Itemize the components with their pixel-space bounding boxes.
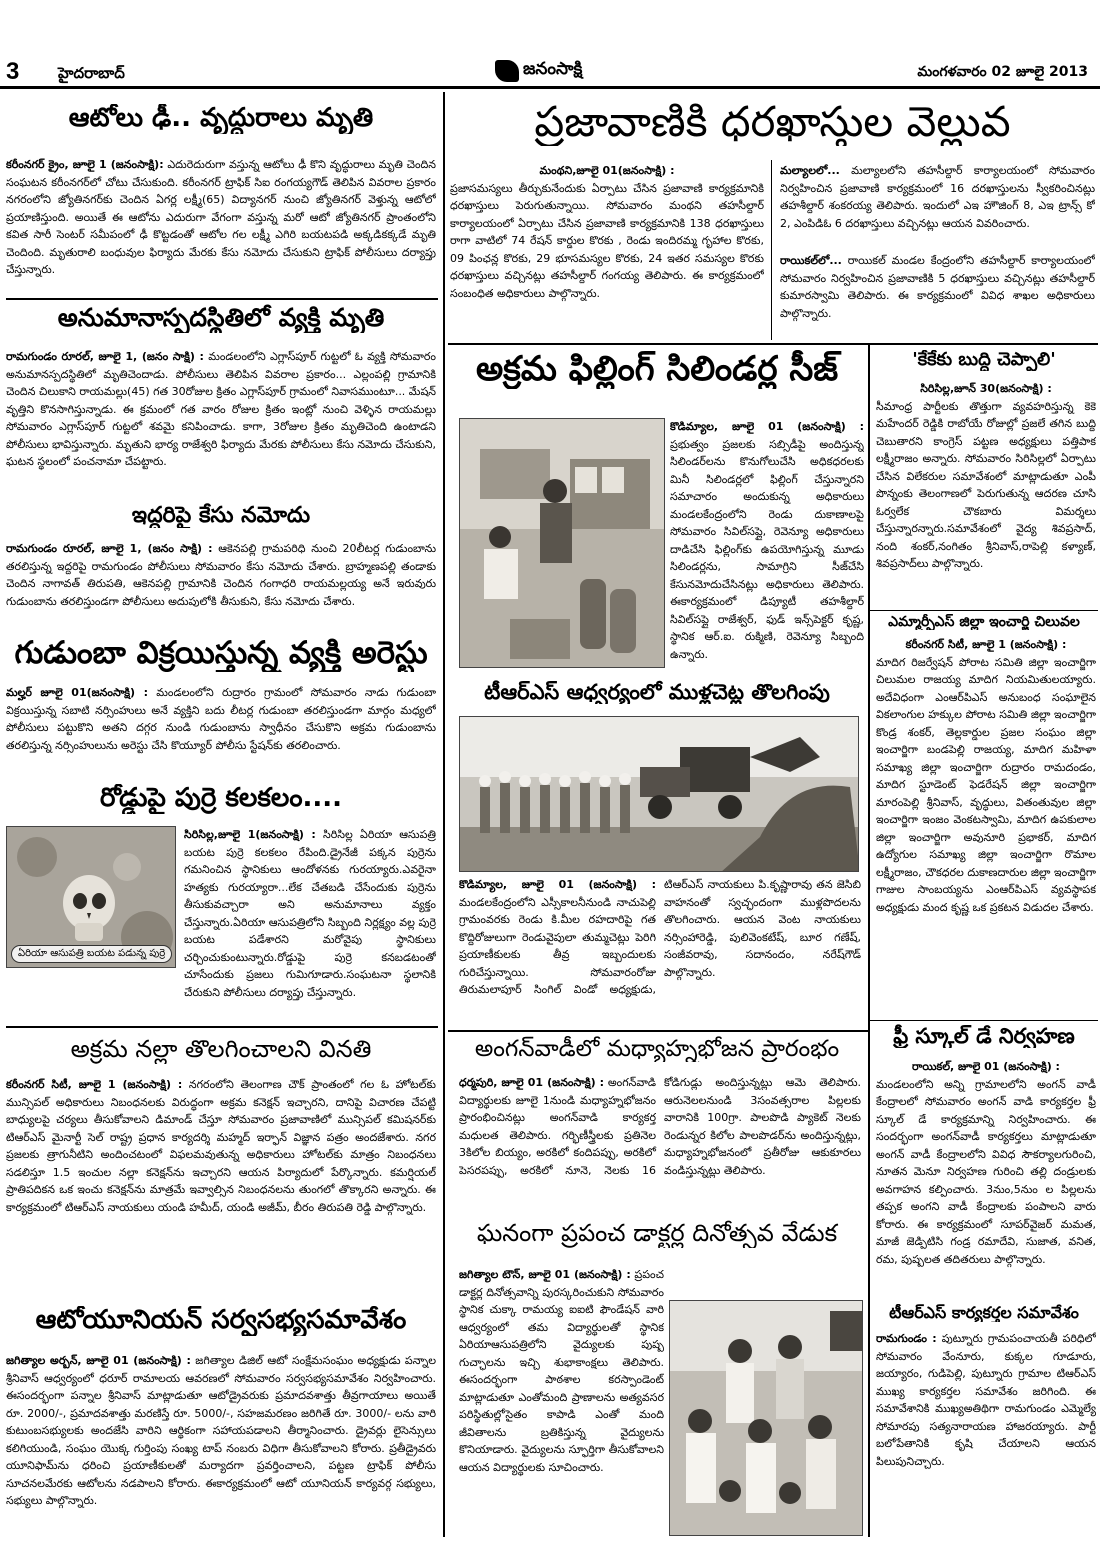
dateline: ధర్మపురి, జూలై 01 (జనంసాక్షి) : bbox=[459, 1076, 605, 1089]
rule bbox=[448, 343, 1098, 345]
column-divider-mid bbox=[771, 160, 772, 340]
headline-free-school: ఫ్రీ స్కూల్ డే నిర్వహణ bbox=[893, 1024, 1075, 1048]
article-text: మండలంలోని అన్ని గ్రామాలలోని అంగన్ వాడీ కేంద్రాలలో సోమవారం అంగన్ వాడి కార్యకర్తల ఫ్రీ స్కూల్ డే కార్యక్రమాన్ని నిర్వహించారు. ఈ సందర్భంగా అంగన్‌వాడీ కార్యకర్తలు మాట్లాడుతూ అంగన్ వాడీ కేంద్రాలలోని వివిధ సౌకర్యాలగురించి, నూతన మెనూ నిర్వహణ గురించి తల్లి దండ్రులకు అవగాహన కల్పించారు. 3నుం,5నుం ల పిల్లలను తప్పక అంగని వాడీ కేంద్రాలకు పంపాలని వారు కోరారు. ఈ కార్యక్రమంలో సూపర్‌వైజర్ మమత, మాజీ జెడ్పిటిసి గండ్ర రమాదేవి, సుజాత, వనిత, రమ, పుష్పలత తదితరులు పాల్గొన్నారు. bbox=[876, 1077, 1096, 1266]
dateline: కరీంనగర్ సిటీ, జూలై 1 (జనంసాక్షి) : bbox=[6, 1078, 183, 1091]
rule bbox=[870, 1020, 1098, 1021]
article-prajavani-malyala bbox=[780, 162, 1095, 250]
article-text: జగిత్యాల డిజిల్ ఆటో సంక్షేమసంఘం అధ్యక్షుడు పన్నాల శ్రీనివాస్ ఆధ్వర్యంలో ధరూర్ రామాలయ ఆవరణలో సోమవారం సర్వసభ్యసమావేశం నిర్వహించారు. ఈసందర్భంగా పన్నాల శ్రీనివాస్ మాట్లాడుతూ ఆటోడ్రైవరుకు ప్రమాదవశాత్తు తీవ్రగాయాలు అయితే రూ. 2000/-, ప్రమాదవశాత్తు మరణిస్తే రూ. 5000/-, సహజమరణం జరిగితే రూ. 3000/- లను వారి కుటుంబసభ్యులకు అందజేసి వారిని ఆర్థికంగా సహాయపడాలని తీర్మానించారు. డ్రైవర్లు లైసెన్సులు కలిగియుండి, సంఘం యొక్క గుర్తింపు సంఖ్య టాప్ నంబరు విధిగా తీసుకోవాలని కోరారు. ప్రతీడ్రైవరు యూనిఫామ్‌ను ధరించి ప్రయాణీకులతో మర్యాదగా ప్రవర్తించాలని, పట్టణ ట్రాఫిక్ పోలీసు సూచనలమేరకు ఆటోలను నడపాలని కోరారు. ఈకార్యక్రమంలో ఆటో యూనియన్ కార్యవర్గ సభ్యులు, సభ్యులు పాల్గొన్నారు. bbox=[6, 1354, 436, 1507]
article-skull bbox=[184, 826, 436, 1024]
headline-cylinders: అక్రమ ఫిల్లింగ్ సిలిండర్ల సీజ్ bbox=[475, 350, 839, 389]
article-suspicious bbox=[6, 348, 436, 496]
headline-suspicious: అనుమానాస్పదస్థితిలో వ్యక్తి మృతి bbox=[57, 304, 385, 332]
article-auto-fee bbox=[6, 156, 436, 298]
doctors-photo bbox=[669, 1300, 863, 1536]
article-text: మండలంలోని రుద్రారం గ్రామంలో సోమవారం నాడు గుడుంబా విక్రయిస్తున్న సబాటి నర్సింహులు అనే వ్యక్తిని బదు లీటర్ల గుడుంబా తరలిస్తుండగా మార్గం మధ్యలో పోలీసులు పట్టుకొని అతని దగ్గర నుండి గుడుంబాను స్వాధీనం చేసుకొని అక్రమ గుడుంబాను తరలిస్తున్న నర్సింహులును అరెస్టు చేసి కొయ్యూర్ పోలీసు స్టేషన్‌కు తరలించారు. bbox=[6, 686, 436, 752]
dateline: రామగుండం రూరల్, జూలై 1, (జనం సాక్షి) : bbox=[6, 350, 204, 363]
article-text: నగరంలోని తెలంగాణ చౌక్ ప్రాంతంలో గల ఓ హోటల్‌కు మున్సిపల్ అధికారులు నిబంధనలకు విరుద్ధంగా అక్రమ కనెక్షన్ ఇచ్చారని, దానిపై విచారణ చేపట్టి బాధ్యులపై చర్యలు తీసుకోవాలని డిమాండ్ చేస్తూ సోమవారం ప్రజావాణిలో మున్సిపల్ కమిషనర్‌కు టిఆర్ఎస్ మైనార్టీ సెల్ రాష్ట్ర ప్రధాన కార్యదర్శి మహ్మద్ ఇర్ఫాన్ విజ్ఞాన పత్రం అందజేశారు. నగర ప్రజలకు త్రాగునీటిని అందించటంలో విఫలమవుతున్న అధికారులు హోటల్‌కు మాత్రం నిబంధనలు సడలిస్తూ 1.5 ఇంచుల నల్లా కనెక్షన్‌ను ఇచ్చారని ఆయన పిర్యాదులో పేర్కొన్నారు. కమర్షియల్ ప్రాతిపదికన ఒక ఇంచు కనెక్షన్‌ను మాత్రమే ఇవ్వాల్సిన నిబంధనలను తుంగలో తొక్కారని అన్నారు. ఈ కార్యక్రమంలో టిఆర్ఎస్ నాయకులు యండి హమీద్, యండి అజీమ్, బీరం తిరుపతి రెడ్డి పాల్గొన్నారు. bbox=[6, 1078, 436, 1214]
headline-two-case: ఇద్దరిపై కేసు నమోదు bbox=[131, 503, 311, 528]
headline-gudumba: గుడుంబా విక్రయిస్తున్న వ్యక్తి అరెస్టు bbox=[14, 636, 428, 671]
skull-photo bbox=[6, 826, 176, 968]
article-text: ప్రభుత్వం ప్రజలకు సబ్సిడీపై అందిస్తున్న సిలిండర్‌లను కొనుగోలుచేసి అధికధరలకు మినీ సిలిండర్లలో ఫిల్లింగ్ చేస్తున్నారని సమాచారం అందుకున్న అధికారులు మండలకేంద్రంలోని రెండు దుకాణాలపై సోమవారం సివిల్‌సప్లై, రెవెన్యూ అధికారులు దాడిచేసి ఫిల్లింగ్‌కు ఉపయోగిస్తున్న మూడు సిలిండర్లను, సామాగ్రిని సీజ్‌చేసి కేసునమోదుచేసినట్లు అధికారులు తెలిపారు. ఈకార్యక్రమంలో డిప్యూటీ తహశీల్దార్ సివిల్‌సప్లై రాజేశ్వర్, ఫుడ్ ఇన్స్‌పెక్టర్ కృష్ణ, స్థానిక ఆర్.ఐ. రుక్మిణి, రెవెన్యూ సిబ్బంది ఉన్నారు. bbox=[670, 437, 864, 661]
dateline: మల్హర్ జూలై 01(జనంసాక్షి) : bbox=[6, 686, 149, 699]
article-text: రాయికల్ మండల కేంద్రంలోని తహసీల్దార్ కార్యాలయంలో సోమవారం నిర్వహించిన ప్రజావాణికి 5 ధరఖాస్తులు వచ్చినట్లు తహసీల్దార్ కుమారస్వామి తెలిపారు. ఈ కార్యక్రమంలో వివిధ శాఖల అధికారులు పాల్గొన్నారు. bbox=[780, 254, 1095, 320]
dateline: కొడిమ్యాల, జూలై 01 (జనంసాక్షి) : bbox=[670, 420, 864, 433]
article-prajavani-manthani bbox=[450, 162, 764, 338]
logo-emblem-icon bbox=[495, 60, 519, 82]
jcb-thorns-image-icon bbox=[460, 717, 859, 872]
rule bbox=[870, 610, 1098, 611]
headline-trs-meeting: టీఆర్ఎస్ కార్యకర్తల సమావేశం bbox=[889, 1304, 1079, 1322]
article-cylinders bbox=[670, 418, 864, 676]
dateline: రాయికల్, జూలై 01 (జనంసాక్షి) : bbox=[912, 1060, 1060, 1073]
rule bbox=[448, 1030, 868, 1032]
article-two-case bbox=[6, 540, 436, 632]
edition-city: హైదరాబాద్ bbox=[58, 64, 125, 82]
dateline: రాయికల్‌లో... bbox=[780, 254, 842, 267]
headline-trs-thorns: టీఆర్ఎస్ ఆధ్వర్యంలో ముళ్లచెట్ల తొలగింపు bbox=[484, 680, 830, 704]
newspaper-logo bbox=[495, 58, 582, 84]
dateline: సిరిసిల్ల,జూలై 1(జనంసాక్షి) : bbox=[184, 828, 316, 841]
cylinders-image-icon bbox=[460, 419, 665, 668]
masthead bbox=[0, 0, 1100, 88]
article-text: సిరిసిల్ల ఏరియా ఆసుపత్రి బయట పుర్రె కలకలం రేపింది.డ్రైనేజీ పక్కన పుర్రెను గమనించిన స్థానికులు ఆందోళనకు గురయ్యారు.ఎవరైనా హత్యకు గురయ్యారా...లేక చేతబడి చేసేందుకు పుర్రెను తీసుకువచ్చారా అని అనుమానాలు వ్యక్తం చేస్తున్నారు.ఏరియా ఆసుపత్రిలోని సిబ్బంది నిర్లక్ష్యం వల్ల పుర్రె బయట పడేశారని మరోవైపు స్థానికులు చర్చించుకుంటున్నారు.రోడ్డుపై పుర్రె కనబడటంతో చూసేందుకు ప్రజలు గుమిగూడారు.సంఘటనా స్థలానికి చేరుకుని పోలీసులు దర్యాప్తు చేస్తున్నారు. bbox=[184, 828, 436, 999]
headline-auto-union: ఆటోయూనియన్ సర్వసభ్యసమావేశం bbox=[35, 1306, 407, 1335]
headline-mrps: ఎమ్మార్పీఎస్ జిల్లా ఇంచార్జి చిలువల bbox=[888, 614, 1080, 630]
dateline: సిరిసిల్ల,జూన్ 30(జనంసాక్షి) : bbox=[920, 382, 1052, 395]
article-gudumba bbox=[6, 684, 436, 776]
page-number: 3 bbox=[6, 58, 20, 85]
article-doctors bbox=[459, 1266, 664, 1536]
dateline: కరీంనగర్ సిటీ, జూలై 1 (జనంసాక్షి) : bbox=[905, 638, 1067, 651]
dateline: మంథని,జూలై 01(జనంసాక్షి) : bbox=[539, 164, 675, 177]
headline-auto-fee: ఆటోలు ఢీ.. వృద్ధురాలు మృతి bbox=[68, 104, 374, 133]
masthead-rule bbox=[0, 86, 1100, 89]
column-divider-left bbox=[443, 92, 445, 1537]
thorns-photo bbox=[459, 716, 859, 872]
article-text: ఎదురెదురుగా వస్తున్న ఆటోలు ఢీ కొని వృద్ధురాలు మృతి చెందిన సంఘటన కరీంనగర్‌లో చోటు చేసుకుంది. కరీంనగర్ ట్రాఫిక్ సిఐ రంగయ్యగౌడ్ తెలిపిన వివరాల ప్రకారం నగరంలోని జ్యోతినగర్‌కు చెందిన ఏగర్ల లక్ష్మీ(65) విద్యానగర్ నుంచి జ్యోతినగర్ వెళ్తున్న ఆటోలో ప్రయాణిస్తుంది. అయితే ఈ ఆటోను ఎదురుగా వేగంగా వస్తున్న మరో ఆటో జ్యోతినగర్ ప్రాంతంలోని కవిత సారీ సెంటర్ సమీపంలో ఢీ కొట్టడంతో ఆటోల గల లక్ష్మీ ఎగిరి బయటపడి అక్కడికక్కడే మృతి చెందింది. మృతురాలి బంధువుల ఫిర్యాదు మేరకు కేసు నమోదు చేసుకుని ట్రాఫిక్ పోలీసులు దర్యాప్తు చేస్తున్నారు. bbox=[6, 158, 436, 276]
dateline: జగిత్యాల టౌన్, జూలై 01 (జనంసాక్షి) : bbox=[459, 1268, 631, 1281]
article-text: అంగన్‌వాడి విద్యార్థులకు జూలై 1నుండి మధ్యాహ్నభోజనం ప్రారంభించినట్లు అంగన్‌వాడి కార్యకర్త మధులత తెలిపారు. గర్భిణీస్త్రీలకు ప్రతినెల 3కిలోల బియ్యం, అరకిలో కందిపప్పు, అరకిలో పెసరపప్పు, అరకిలో నూనె, నెలకు 16 కోడిగుడ్లు అందిస్తున్నట్లు ఆమె తెలిపారు. ఆరునెలలనుండి 3సంవత్సరాల పిల్లలకు వారానికి 100గ్రా. పాలపొడి ప్యాకెట్ నెలకు రెండున్నర కిలోల పాలపొడర్‌ను అందిస్తున్నట్లు, మధ్యాహ్నభోజనంలో ప్రతీరోజు ఆకుకూరలు వండిస్తున్నట్లు తెలిపారు. bbox=[459, 1076, 861, 1177]
article-text: ప్రపంచ డాక్టర్ల దినోత్సవాన్ని పురస్కరించుకుని సోమవారం స్థానిక చుక్కా రామయ్య ఐఐటి ఫౌండేషన్ వారి ఆధ్వర్యంలో తమ విద్యార్థులతో స్థానిక ఏరియాఆసుపత్రిలోని వైద్యులకు పుష్ప గుచ్ఛాలను ఇచ్చి శుభాకాంక్షలు తెలిపారు. ఈసందర్భంగా పాఠశాల కరస్పాండెంట్ మాట్లాడుతూ ఎంతోమంది ప్రాణాలను అత్యవసర పరిస్థితుల్లోసైతం కాపాడి ఎంతో మంది జీవితాలను బ్రతికిస్తున్న వైద్యులను కొనియాడారు. వైద్యులను స్ఫూర్తిగా తీసుకోవాలని ఆయన విద్యార్థులకు సూచించారు. bbox=[459, 1268, 664, 1474]
cylinders-photo bbox=[459, 418, 665, 668]
headline-kcr: 'కేకేకు బుద్ధి చెప్పాలి' bbox=[912, 350, 1056, 370]
issue-date: మంగళవారం 02 జూలై 2013 bbox=[917, 64, 1088, 80]
article-text: సీమాంధ్ర పార్టీలకు తొత్తుగా వ్యవహరిస్తున్న కెకె మహేందర్ రెడ్డికి రాబోయే రోజుల్లో ప్రజలే తగిన బుద్ది చెబుతారని కాంగ్రెస్ పట్టణ అధ్యక్షులు పత్తిపాక లక్ష్మీరాజం అన్నారు. సోమవారం సిరిసిల్లలో ఏర్పాటు చేసిన విలేకరుల సమావేశంలో మాట్లాడుతూ ఎంపీ పొన్నంకు తెలంగాణలో పెరుగుతున్న ఆదరణ చూసి ఓర్వలేక చౌకబారు విమర్శలు చేస్తున్నారన్నారు.సమావేశంలో వైద్య శివప్రసాద్, నంది శంకర్,నంగితం శ్రీనివాస్,రాపెల్లి కళ్యాణ్, శివప్రసాద్‌లు పాల్గొన్నారు. bbox=[876, 399, 1096, 570]
article-auto-union bbox=[6, 1352, 436, 1532]
dateline: జగిత్యాల అర్బన్, జూలై 01 (జనంసాక్షి) : bbox=[6, 1354, 191, 1367]
headline-anganwadi: అంగన్‌వాడీలో మధ్యాహ్నభోజన ప్రారంభం bbox=[474, 1036, 840, 1062]
logo-text: జనంసాక్షి bbox=[523, 59, 583, 79]
headline-tap: అక్రమ నల్లా తొలగించాలని వినతి bbox=[70, 1036, 372, 1063]
article-text: మండలకేంద్రంలోని ఎస్సీకాలనీనుండి నాచుపెల్లి గ్రామంవరకు రెండు కి.మీల రహదారిపై గత కొద్దిరోజులుగా రెండువైపులా తుమ్మచెట్లు పెరిగి ప్రయాణీకులకు తీవ్ర ఇబ్బందులకు గురిచేస్తున్నాయి. సోమవారంరోజు తిరుమలాపూర్ సింగిల్ విండో అధ్యక్షుడు, టిఆర్ఎస్ నాయకులు పి.కృష్ణారావు తన జెసిబి వాహనంతో స్వచ్ఛందంగా ముళ్లపొదలను తొలగించారు. ఆయన వెంట నాయకులు నర్సింహారెడ్డి, పులివెంకటేష్, బూర గణేష్, సంజీవరావు, సదానందం, నరేష్‌గౌడ్ పాల్గొన్నారు. bbox=[459, 878, 861, 996]
article-text: ఆకెనపల్లి గ్రామపరిధి నుంచి 20లీటర్ల గుడుంబాను తరలిస్తున్న ఇద్దరిపై రామగుండం పోలీసులు సోమవారం కేసు నమోదు చేశారు. బ్రాహ్మణపల్లి తండాకు చెందిన నాగావత్ తిరుపతి, ఆకెనపల్లి గ్రామానికి చెందిన గంగాధరి రాయమల్లయ్య అనే ఇరువురు గుడుంబాను తరలిస్తుండగా పోలీసులు అదుపులోకి తీసుకుని, కేసు నమోదు చేశారు. bbox=[6, 542, 436, 608]
article-text: మాదిగ రిజర్వేషన్ పోరాట సమితి జిల్లా ఇంచార్జిగా చిలుమల రాజయ్య మాదిగ నియమితులయ్యారు. అదేవిధంగా ఎంఆర్‌పిఎస్ అనుబంధ సంఘాలైన వికలాంగుల హక్కుల పోరాట సమితి జిల్లా ఇంచార్జిగా కొండ్ర శంకర్, తెల్లకార్డుల ప్రజల సంఘం జిల్లా ఇంచార్జిగా బండపెల్లి రాజయ్య, మాదిగ మహిళా సమాఖ్య జిల్లా ఇంచార్జిగా రుద్రారం రామదండం, మాదిగ స్టూడెంట్ ఫెడరేషన్ జిల్లా ఇంచార్జిగా మారంపెల్లి శ్రీనివాస్, వృద్ధులు, వితంతువుల జిల్లా ఇంచార్జిగా ఇంజం వెంకటస్వామి, మాదిగ ఉపకులాల జిల్లా ఇంచార్జిగా అవునూరి ప్రభాకర్, మాదిగ ఉద్యోగుల సమాఖ్య జిల్లా ఇంచార్జిగా రొమాల లక్ష్మీరాజం, చౌకధరల దుకాణదారుల జిల్లా ఇంచార్జిగా గాజుల సాంబయ్యను ఎంఆర్‌పిఎస్ వ్యవస్థాపక అధ్యక్షుడు మంద కృష్ణ ఒక ప్రకటన విడుదల చేశారు. bbox=[876, 655, 1096, 914]
article-text: పుట్నూరు గ్రామపంచాయతీ పరిధిలో సోమవారం వేంనూరు, కుక్కల గూడూరు, జయ్యారం, గుడిపెల్లి, పుట్నూరు గ్రామాల టిఆర్ఎస్ ముఖ్య కార్యకర్తల సమావేశం జరిగింది. ఈ సమావేశానికి ముఖ్యఅతిథిగా రామగుండం ఎమ్మెల్యే సోమారపు సత్యనారాయణ హాజరయ్యారు. పార్టీ బలోపేతానికి కృషి చేయాలని ఆయన పిలుపునిచ్చారు. bbox=[876, 1332, 1096, 1468]
article-kcr bbox=[876, 380, 1096, 608]
article-prajavani-raikal bbox=[780, 252, 1095, 340]
headline-doctors: ఘనంగా ప్రపంచ డాక్టర్ల దినోత్సవ వేడుక bbox=[476, 1220, 838, 1247]
dateline: మల్యాలలో... bbox=[780, 164, 840, 177]
article-free-school bbox=[876, 1058, 1096, 1294]
photo-caption: ఏరియా ఆసుపత్రి బయట పడున్న పుర్రె bbox=[11, 945, 172, 963]
doctors-day-image-icon bbox=[670, 1301, 863, 1536]
article-trs-meeting bbox=[876, 1330, 1096, 1536]
headline-skull: రోడ్డుపై పుర్రె కలకలం.... bbox=[99, 784, 343, 813]
article-mrps bbox=[876, 636, 1096, 1018]
dateline: కొడిమ్యాల, జూలై 01 (జనంసాక్షి) : bbox=[459, 878, 656, 891]
article-text: ప్రజాసమస్యలు తీర్చుకునేందుకు ఏర్పాటు చేసిన ప్రజావాణి కార్యక్రమానికి ధరఖాస్తులు పెరుగుతున్నాయి. సోమవారం మంథని తహసీల్దార్ కార్యాలయంలో ఏర్పాటు చేసిన ప్రజావాణి కార్యక్రమానికి 138 ధరఖాస్తులు రాగా వాటిలో 74 రేషన్ కార్డుల కొరకు , రెండు ఇందిరమ్మ గృహాల కొరకు, 09 పింఛన్ల కొరకు, 29 భూసమస్యల కొరకు, 24 ఇతర సమస్యల కొరకు ధరఖాస్తులు వచ్చినట్లు తహసీల్దార్ గంగయ్య తెలిపారు. ఈ కార్యక్రమంలో సంబంధిత అధికారులు పాల్గొన్నారు. bbox=[450, 181, 764, 300]
article-text: మండలంలోని ఎగ్లాస్‌పూర్ గుట్టలో ఓ వ్యక్తి సోమవారం అనుమానస్పదస్థితిలో మృతిచెందాడు. పోలీసులు తెలిపిన వివరాల ప్రకారం... ఎల్లంపల్లి గ్రామానికి చెందిన చిలుకాని రాయమల్లు(45) గత 30రోజుల క్రితం ఎగ్లాస్‌పూర్ గ్రామంలో నివాసముంటూ... మేషన్ వృత్తిని కొనసాగిస్తున్నాడు. ఈ క్రమంలో గత వారం రోజుల క్రితం ఇంట్లో నుంచి వెళ్ళిన రాయమల్లు సోమవారం ఎగ్లాస్‌పూర్ గుట్టలో శవమై కనిపించాడు. కాగా, 3రోజుల క్రితం మృతిచెంది ఉంటాడని పోలీసులు భావిస్తున్నారు. మృతుని భార్య రాజేశ్వరి ఫిర్యాదు మేరకు పోలీసులు కేసు నమోదు చేసుకుని, ఘటన స్థలంలో పంచనామా చేపట్టారు. bbox=[6, 350, 436, 468]
article-trs-thorns bbox=[459, 876, 861, 1028]
article-anganwadi bbox=[459, 1074, 861, 1204]
article-tap bbox=[6, 1076, 436, 1304]
dateline: రామగుండం రూరల్, జూలై 1, (జనం సాక్షి) : bbox=[6, 542, 213, 555]
dateline: కరీంనగర్ క్రైం, జూలై 1 (జనంసాక్షి): bbox=[6, 158, 164, 171]
rule bbox=[6, 1026, 438, 1028]
rule bbox=[6, 298, 438, 300]
dateline: రామగుండం : bbox=[876, 1332, 937, 1345]
column-divider-right bbox=[868, 345, 870, 1537]
article-text: మల్యాలలోని తహసీల్దార్ కార్యాలయంలో సోమవారం నిర్వహించిన ప్రజావాణి కార్యక్రమంలో 16 దరఖాస్తులను స్వీకరించినట్లు తహశీల్దార్ శంకరయ్య తెలిపారు. ఇందులో ఎఇ హౌజింగ్ 8, ఎఇ ట్రాన్స్ కో 2, ఎంపిడిఓ 6 దరఖాస్తులు వచ్చినట్లు ఆయన వివరించారు. bbox=[780, 164, 1095, 230]
headline-prajavani: ప్రజావాణికి ధరఖాస్తుల వెల్లువ bbox=[534, 98, 1011, 146]
